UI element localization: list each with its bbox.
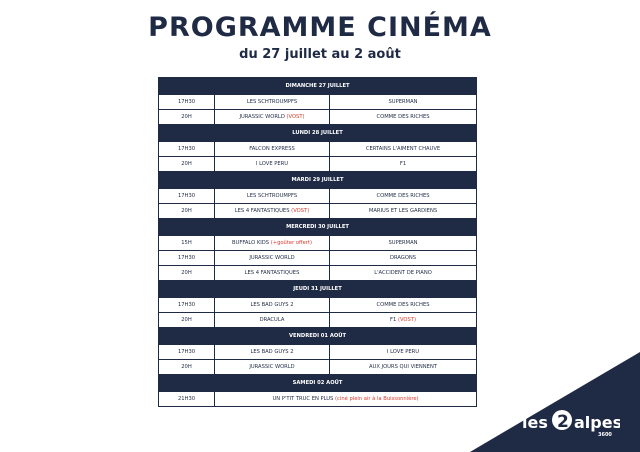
film-note: (ciné plein air à la Buissonnière) <box>335 396 419 402</box>
film-title: MARIUS ET LES GARDIENS <box>368 208 438 214</box>
day-header: DIMANCHE 27 JUILLET <box>159 78 477 95</box>
showtime: 20H <box>159 110 215 125</box>
showtime: 17H30 <box>159 345 215 360</box>
showtime: 17H30 <box>159 142 215 157</box>
film-title: LES BAD GUYS 2 <box>250 302 294 308</box>
film-title: COMME DES RICHES <box>376 114 430 120</box>
film-note: (VOST) <box>397 317 417 323</box>
film-title: F1 <box>399 161 407 167</box>
film-title: LES BAD GUYS 2 <box>250 349 294 355</box>
showtime: 17H30 <box>159 95 215 110</box>
showtime: 20H <box>159 157 215 172</box>
film-title: AUX JOURS QUI VIENNENT <box>369 364 438 370</box>
page-subtitle: du 27 juillet au 2 août <box>239 47 401 62</box>
film-title: LES SCHTROUMPFS <box>246 99 298 105</box>
svg-text:2: 2 <box>557 412 569 432</box>
day-header: SAMEDI 02 AOÛT <box>159 375 477 392</box>
film-title: I LOVE PERU <box>255 161 289 167</box>
showtime: 20H <box>159 313 215 328</box>
showtime: 20H <box>159 360 215 375</box>
film-title: JURASSIC WORLD <box>249 255 295 261</box>
film-title: SUPERMAN <box>388 240 418 246</box>
film-title: UN P'TIT TRUC EN PLUS <box>272 396 334 402</box>
svg-text:alpes: alpes <box>574 413 620 432</box>
showtime: 21H30 <box>159 392 215 407</box>
film-title: JURASSIC WORLD <box>239 114 285 120</box>
day-header: JEUDI 31 JUILLET <box>159 281 477 298</box>
film-title: BUFFALO KIDS <box>232 240 270 246</box>
showtime: 15H <box>159 236 215 251</box>
showtime: 17H30 <box>159 298 215 313</box>
film-title: FALCON EXPRESS <box>249 146 295 152</box>
svg-text:3600: 3600 <box>598 432 612 438</box>
film-title: L'ACCIDENT DE PIANO <box>374 270 432 276</box>
day-header: MARDI 29 JUILLET <box>159 172 477 189</box>
day-header: MERCREDI 30 JUILLET <box>159 219 477 236</box>
film-note: (+goûter offert) <box>270 240 312 246</box>
film-note: (VOST) <box>291 208 310 214</box>
film-title: DRACULA <box>259 317 285 323</box>
les2alpes-logo-mark <box>520 398 620 438</box>
film-title: SUPERMAN <box>388 99 418 105</box>
film-title: JURASSIC WORLD <box>249 364 295 370</box>
film-note: (VOST) <box>286 114 305 120</box>
day-header: LUNDI 28 JUILLET <box>159 125 477 142</box>
showtime: 17H30 <box>159 189 215 204</box>
film-title: F1 <box>390 317 397 323</box>
showtime: 17H30 <box>159 251 215 266</box>
showtime: 20H <box>159 204 215 219</box>
day-header: VENDREDI 01 AOÛT <box>159 328 477 345</box>
film-title: LES SCHTROUMPFS <box>246 193 298 199</box>
film-title: CERTAINS L'AIMENT CHAUVE <box>365 146 441 152</box>
film-title: I LOVE PERU <box>386 349 420 355</box>
film-title: COMME DES RICHES <box>376 193 430 199</box>
page-title: PROGRAMME CINÉMA <box>148 12 492 43</box>
film-title: LES 4 FANTASTIQUES <box>234 208 290 214</box>
svg-text:les: les <box>522 413 548 432</box>
film-title: DRAGONS <box>389 255 417 261</box>
showtime: 20H <box>159 266 215 281</box>
les2alpes-logo <box>520 398 620 438</box>
film-title: LES 4 FANTASTIQUES <box>244 270 300 276</box>
film-title: COMME DES RICHES <box>376 302 430 308</box>
